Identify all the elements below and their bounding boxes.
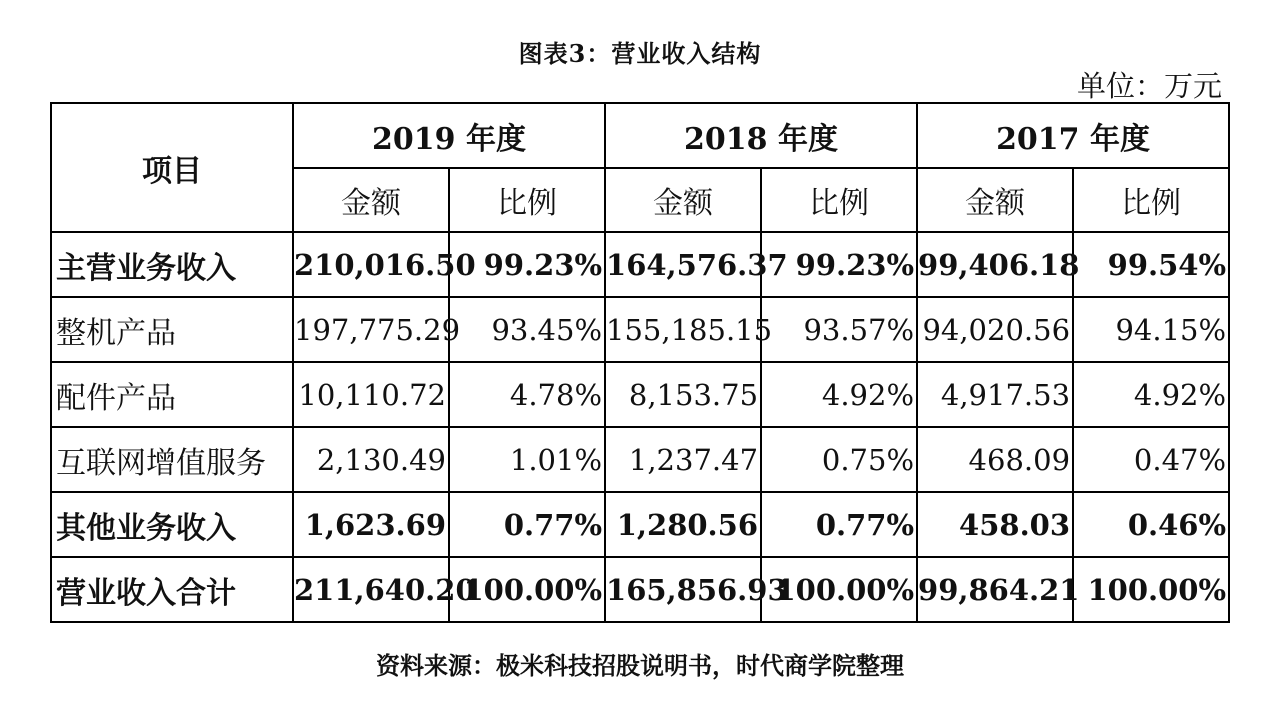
unit-label: 单位：万元 xyxy=(1076,69,1222,103)
ratio-cell: 99.23% xyxy=(761,232,917,297)
ratio-cell: 0.75% xyxy=(761,427,917,492)
table-row xyxy=(51,297,1229,362)
ratio-cell: 99.54% xyxy=(1073,232,1229,297)
amount-cell: 210,016.50 xyxy=(293,232,449,297)
ratio-header: 比例 xyxy=(1073,168,1229,232)
ratio-cell: 0.46% xyxy=(1073,492,1229,557)
amount-cell: 1,623.69 xyxy=(293,492,449,557)
amount-header: 金额 xyxy=(293,168,449,232)
amount-cell: 197,775.29 xyxy=(293,297,449,362)
ratio-cell: 93.45% xyxy=(449,297,605,362)
ratio-cell: 93.57% xyxy=(761,297,917,362)
amount-cell: 99,864.21 xyxy=(917,557,1073,622)
ratio-cell: 1.01% xyxy=(449,427,605,492)
revenue-structure-table xyxy=(50,102,1230,623)
ratio-cell: 4.92% xyxy=(761,362,917,427)
ratio-cell: 0.77% xyxy=(761,492,917,557)
source-note: 资料来源：极米科技招股说明书，时代商学院整理 xyxy=(376,651,904,680)
table-row xyxy=(51,362,1229,427)
amount-cell: 458.03 xyxy=(917,492,1073,557)
item-header: 项目 xyxy=(51,103,293,232)
ratio-cell: 94.15% xyxy=(1073,297,1229,362)
amount-cell: 2,130.49 xyxy=(293,427,449,492)
year-header-2019: 2019 年度 xyxy=(293,103,605,168)
row-label: 主营业务收入 xyxy=(51,232,293,297)
ratio-cell: 0.77% xyxy=(449,492,605,557)
table-row xyxy=(51,557,1229,622)
ratio-header: 比例 xyxy=(761,168,917,232)
table-title: 图表3：营业收入结构 xyxy=(518,39,762,68)
ratio-cell: 0.47% xyxy=(1073,427,1229,492)
ratio-header: 比例 xyxy=(449,168,605,232)
row-label: 其他业务收入 xyxy=(51,492,293,557)
amount-cell: 468.09 xyxy=(917,427,1073,492)
row-label: 互联网增值服务 xyxy=(51,427,293,492)
ratio-cell: 100.00% xyxy=(1073,557,1229,622)
amount-cell: 10,110.72 xyxy=(293,362,449,427)
amount-cell: 211,640.20 xyxy=(293,557,449,622)
amount-cell: 94,020.56 xyxy=(917,297,1073,362)
ratio-cell: 100.00% xyxy=(761,557,917,622)
table-row xyxy=(51,232,1229,297)
ratio-cell: 99.23% xyxy=(449,232,605,297)
amount-header: 金额 xyxy=(605,168,761,232)
amount-cell: 4,917.53 xyxy=(917,362,1073,427)
amount-cell: 1,237.47 xyxy=(605,427,761,492)
table-row xyxy=(51,492,1229,557)
table-row xyxy=(51,427,1229,492)
row-label: 配件产品 xyxy=(51,362,293,427)
year-header-2018: 2018 年度 xyxy=(605,103,917,168)
ratio-cell: 4.92% xyxy=(1073,362,1229,427)
ratio-cell: 4.78% xyxy=(449,362,605,427)
amount-cell: 155,185.15 xyxy=(605,297,761,362)
amount-cell: 164,576.37 xyxy=(605,232,761,297)
row-label: 整机产品 xyxy=(51,297,293,362)
row-label: 营业收入合计 xyxy=(51,557,293,622)
amount-cell: 165,856.93 xyxy=(605,557,761,622)
amount-cell: 1,280.56 xyxy=(605,492,761,557)
amount-header: 金额 xyxy=(917,168,1073,232)
amount-cell: 8,153.75 xyxy=(605,362,761,427)
year-header-2017: 2017 年度 xyxy=(917,103,1229,168)
amount-cell: 99,406.18 xyxy=(917,232,1073,297)
ratio-cell: 100.00% xyxy=(449,557,605,622)
